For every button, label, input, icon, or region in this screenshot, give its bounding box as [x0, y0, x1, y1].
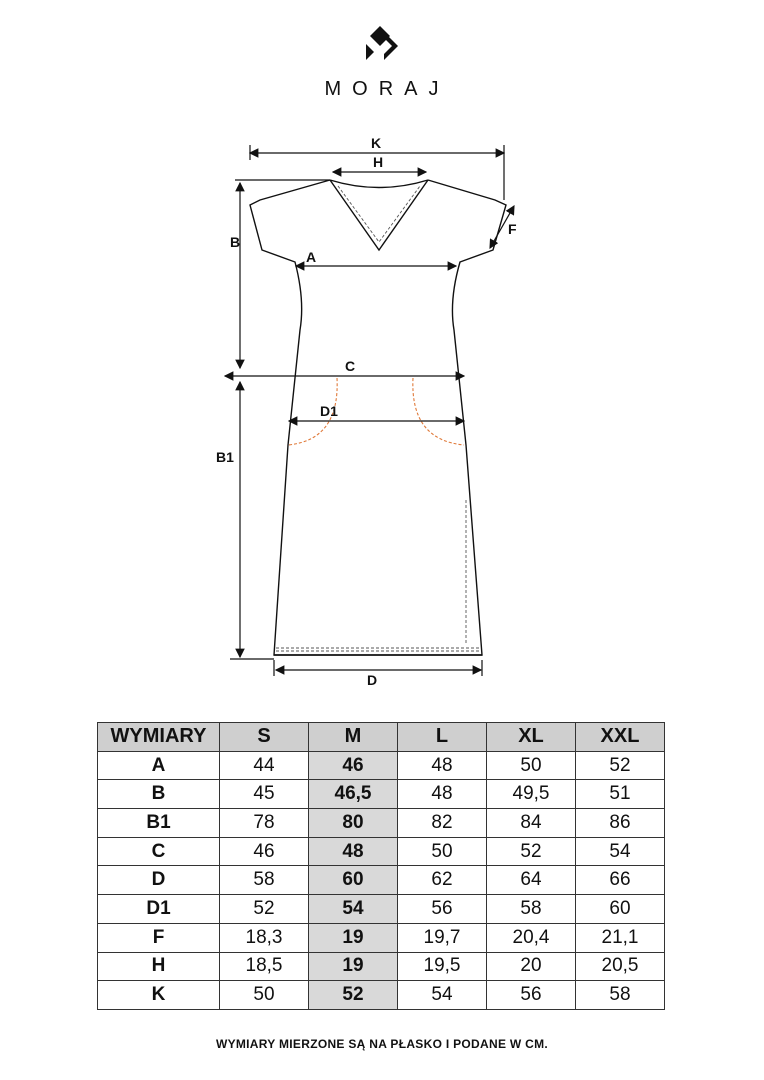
cell: 82 [398, 809, 487, 838]
table-row [98, 981, 665, 1010]
cell-highlight: 46,5 [309, 780, 398, 809]
dimension-lines [225, 145, 514, 676]
row-label: H [98, 952, 220, 981]
cell: 48 [398, 751, 487, 780]
cell: 44 [220, 751, 309, 780]
size-table-header-row [98, 723, 665, 752]
cell-highlight: 60 [309, 866, 398, 895]
cell-highlight: 46 [309, 751, 398, 780]
row-label: D [98, 866, 220, 895]
cell: 58 [487, 895, 576, 924]
cell: 66 [576, 866, 665, 895]
cell: 19,7 [398, 923, 487, 952]
label-D: D [366, 672, 378, 688]
cell-highlight: 19 [309, 923, 398, 952]
cell: 84 [487, 809, 576, 838]
header-size-m: M [309, 723, 398, 752]
size-table [97, 722, 665, 1010]
cell: 50 [398, 837, 487, 866]
cell: 45 [220, 780, 309, 809]
cell: 50 [487, 751, 576, 780]
cell: 19,5 [398, 952, 487, 981]
cell: 49,5 [487, 780, 576, 809]
row-label: F [98, 923, 220, 952]
cell: 56 [487, 981, 576, 1010]
row-label: D1 [98, 895, 220, 924]
cell: 50 [220, 981, 309, 1010]
cell: 64 [487, 866, 576, 895]
label-D1: D1 [320, 403, 338, 419]
label-K: K [370, 135, 382, 151]
label-B1: B1 [216, 449, 234, 465]
cell: 58 [576, 981, 665, 1010]
table-row [98, 751, 665, 780]
row-label: C [98, 837, 220, 866]
header-size-l: L [398, 723, 487, 752]
table-row [98, 866, 665, 895]
cell-highlight: 52 [309, 981, 398, 1010]
cell-highlight: 48 [309, 837, 398, 866]
label-H: H [372, 154, 384, 170]
cell: 18,3 [220, 923, 309, 952]
cell: 21,1 [576, 923, 665, 952]
row-label: A [98, 751, 220, 780]
row-label: B1 [98, 809, 220, 838]
cell: 56 [398, 895, 487, 924]
cell: 20,5 [576, 952, 665, 981]
cell: 86 [576, 809, 665, 838]
cell: 58 [220, 866, 309, 895]
header-wymiary: WYMIARY [98, 723, 220, 752]
pocket-stitching [288, 378, 464, 445]
cell: 51 [576, 780, 665, 809]
table-row [98, 952, 665, 981]
label-A: A [306, 249, 317, 265]
table-row [98, 837, 665, 866]
cell: 78 [220, 809, 309, 838]
cell: 52 [220, 895, 309, 924]
header-size-xxl: XXL [576, 723, 665, 752]
cell: 20,4 [487, 923, 576, 952]
label-B: B [230, 234, 241, 250]
table-row [98, 895, 665, 924]
table-row [98, 923, 665, 952]
label-C: C [345, 358, 356, 374]
table-row [98, 809, 665, 838]
dress-outline [250, 180, 506, 655]
row-label: B [98, 780, 220, 809]
brand-name: MORAJ [324, 78, 450, 100]
header-size-xl: XL [487, 723, 576, 752]
cell-highlight: 80 [309, 809, 398, 838]
cell: 54 [576, 837, 665, 866]
cell: 62 [398, 866, 487, 895]
row-label: K [98, 981, 220, 1010]
cell: 52 [487, 837, 576, 866]
footer-note: WYMIARY MIERZONE SĄ NA PŁASKO I PODANE W CM. [215, 1037, 549, 1051]
cell: 46 [220, 837, 309, 866]
cell: 20 [487, 952, 576, 981]
cell: 60 [576, 895, 665, 924]
header-size-s: S [220, 723, 309, 752]
cell: 48 [398, 780, 487, 809]
table-row [98, 780, 665, 809]
cell: 18,5 [220, 952, 309, 981]
cell: 52 [576, 751, 665, 780]
cell-highlight: 19 [309, 952, 398, 981]
cell-highlight: 54 [309, 895, 398, 924]
cell: 54 [398, 981, 487, 1010]
label-F: F [508, 221, 517, 237]
